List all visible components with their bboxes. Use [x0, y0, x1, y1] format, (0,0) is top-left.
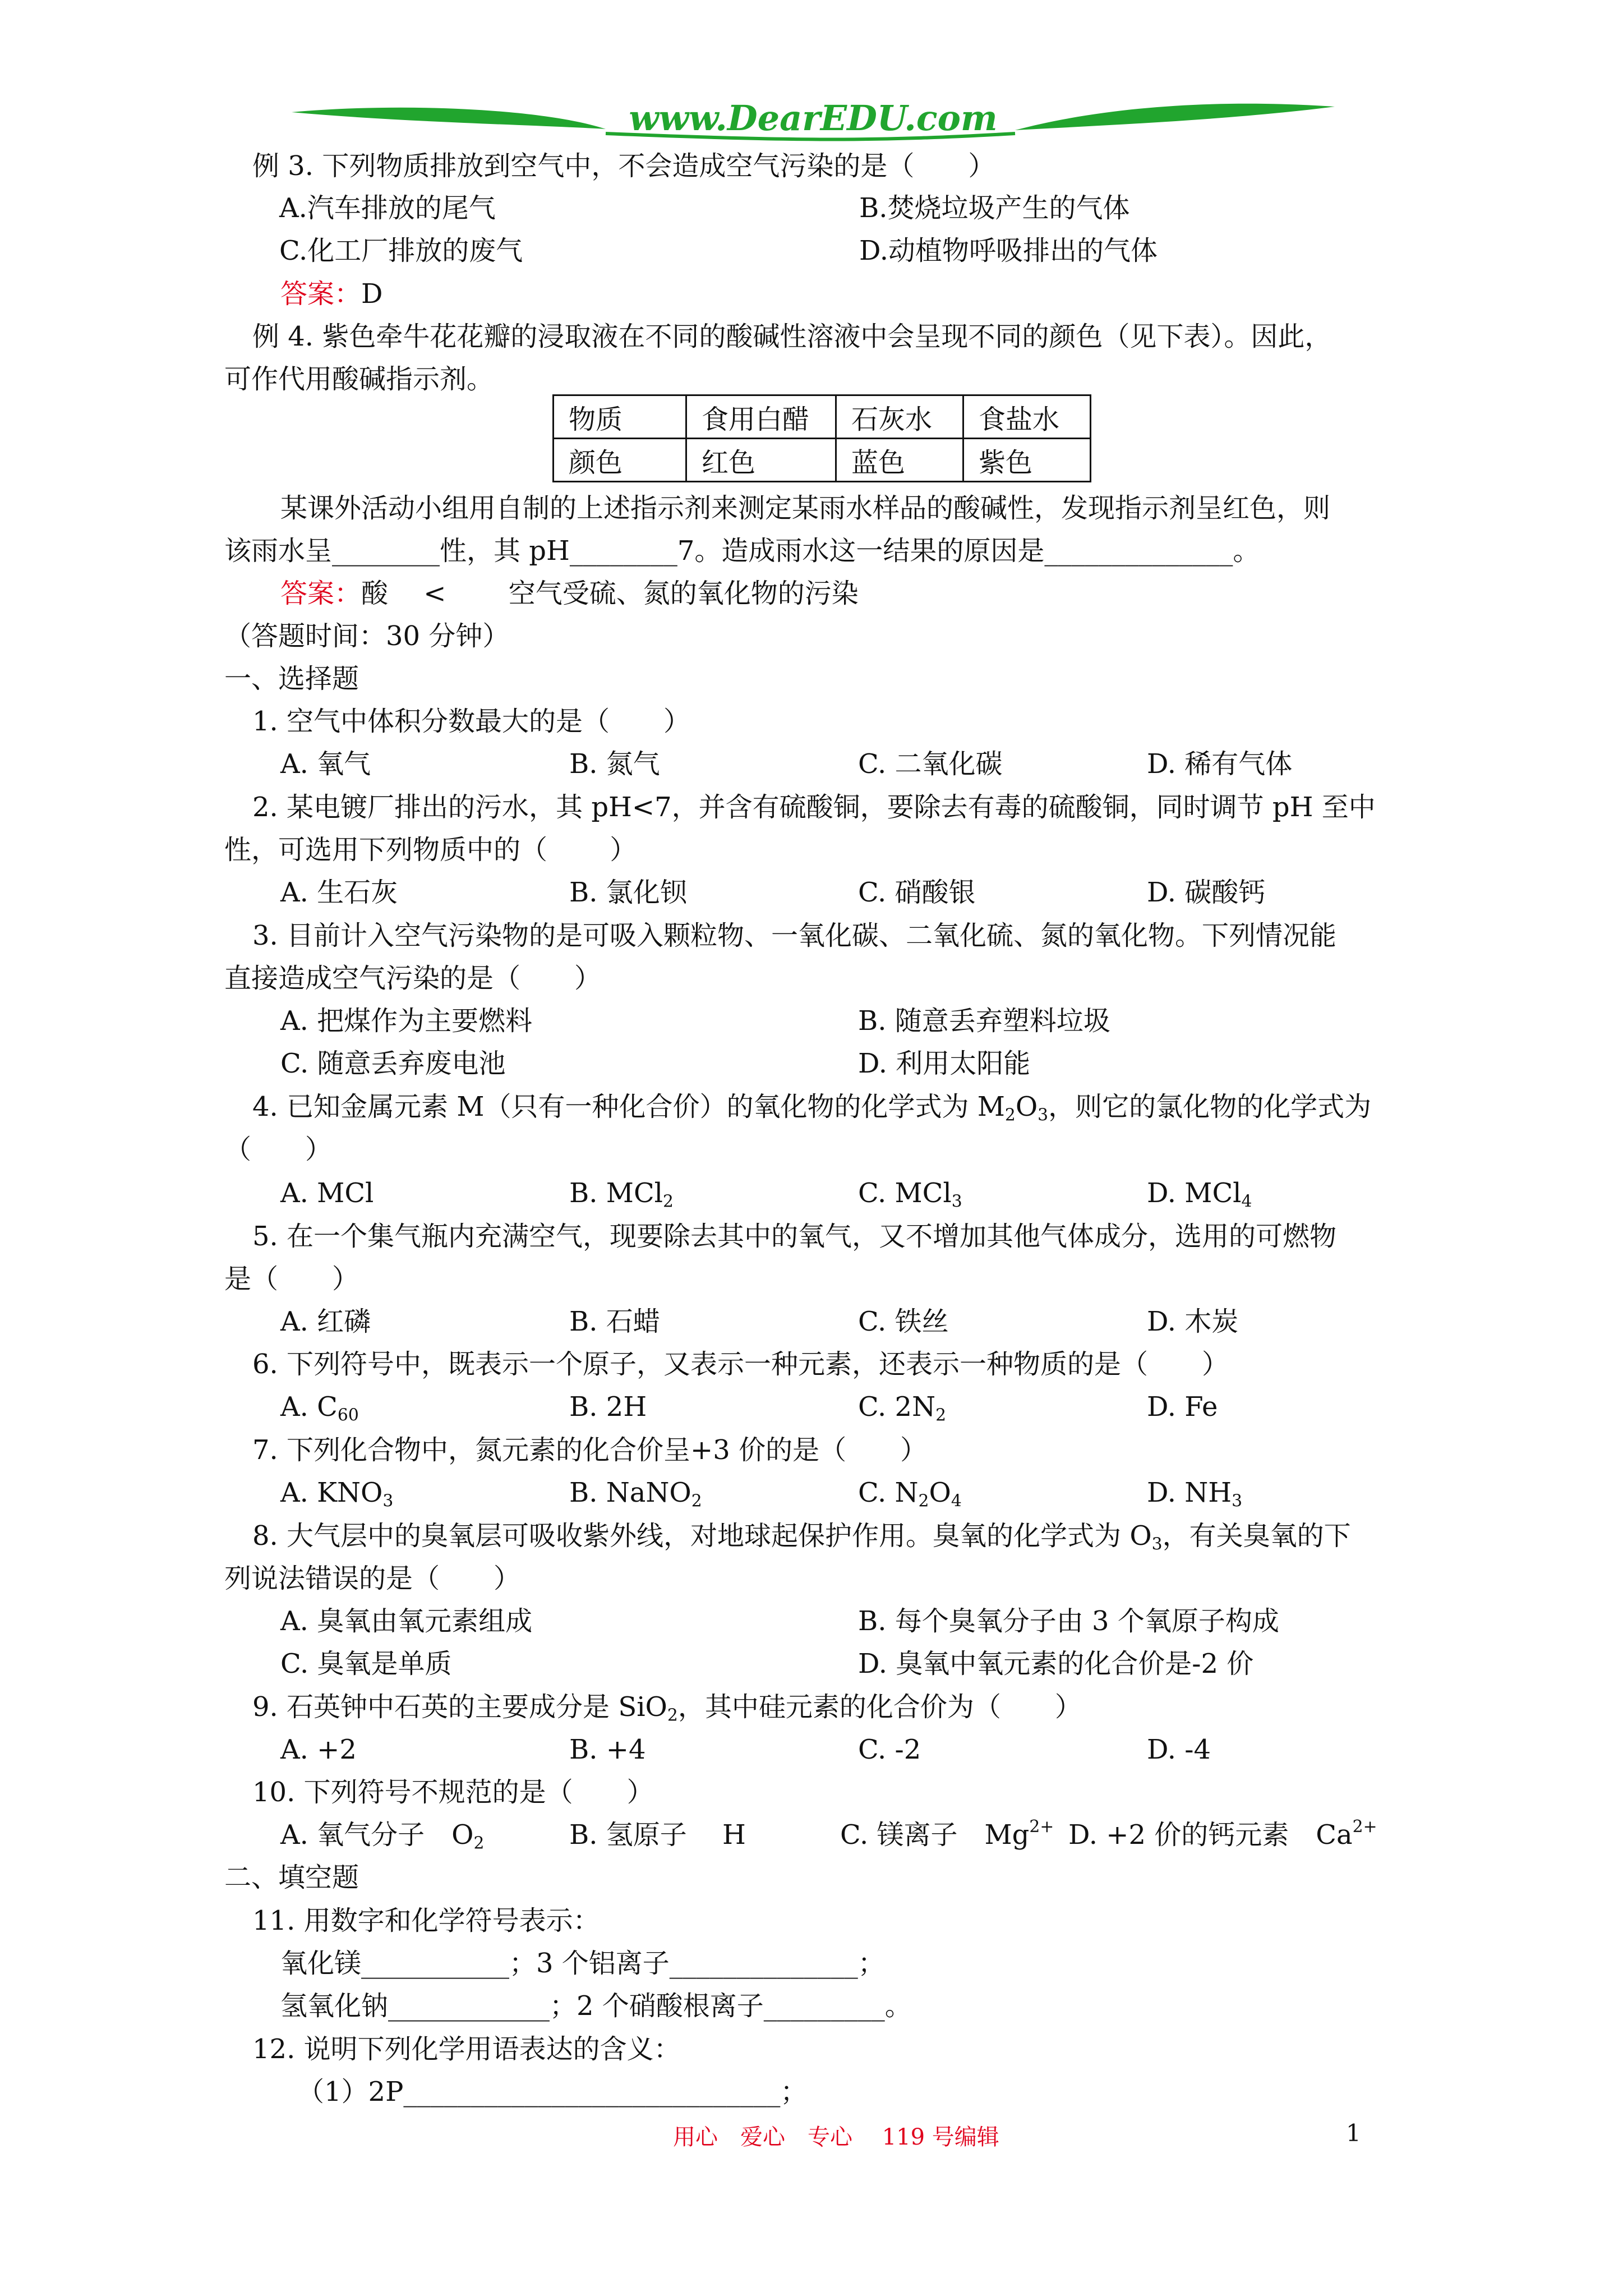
q5-stem-line1: 5. 在一个集气瓶内充满空气，现要除去其中的氧气，又不增加其他气体成分，选用的可燃物 — [252, 1221, 1337, 1252]
table-cell: 紫色 — [963, 439, 1091, 482]
q2-option-c: C. 硝酸银 — [858, 877, 976, 908]
q6-stem: 6. 下列符号中，既表示一个原子，又表示一种元素，还表示一种物质的是（ ） — [252, 1349, 1229, 1380]
q6-option-c — [858, 1391, 947, 1425]
ex3-option-c: C.化工厂排放的废气 — [279, 235, 523, 266]
q10-option-a-sub: 2 — [473, 1833, 485, 1853]
q2-option-d: D. 碳酸钙 — [1147, 877, 1266, 908]
q3-option-a: A. 把煤作为主要燃料 — [280, 1005, 533, 1037]
ex4-answer — [280, 580, 859, 607]
q8-stem-sub: 3 — [1151, 1534, 1163, 1554]
q1-option-d: D. 稀有气体 — [1147, 748, 1293, 780]
q4-option-c-sub: 3 — [951, 1191, 962, 1212]
logo-text: www.DearEDU.com — [629, 98, 998, 139]
q4-stem-sub1: 2 — [1004, 1105, 1016, 1125]
q5-stem-line2: 是（ ） — [224, 1263, 359, 1295]
q1-option-a: A. 氧气 — [280, 748, 371, 780]
q4-option-b — [569, 1177, 674, 1212]
q12-stem: 12. 说明下列化学用语表达的含义： — [252, 2033, 681, 2065]
table-cell: 食用白醋 — [686, 395, 836, 439]
q3-stem-line1: 3. 目前计入空气污染物的是可吸入颗粒物、一氧化碳、二氧化硫、氮的氧化物。下列情况能 — [252, 920, 1337, 951]
q4-stem-line2: （ ） — [224, 1134, 333, 1165]
ex4-paragraph-line1: 某课外活动小组用自制的上述指示剂来测定某雨水样品的酸碱性，发现指示剂呈红色，则 — [280, 493, 1331, 524]
q1-stem: 1. 空气中体积分数最大的是（ ） — [252, 706, 691, 737]
ex3-option-d: D.动植物呼吸排出的气体 — [859, 235, 1158, 266]
q10-option-c-text: C. 镁离子 Mg — [840, 1819, 1030, 1851]
q7-option-b-text: B. NaNO — [569, 1477, 691, 1508]
q6-option-c-sub: 2 — [935, 1405, 947, 1425]
ex4-paragraph-line2: 该雨水呈________性，其 pH________7。造成雨水这一结果的原因是______________。 — [224, 535, 1260, 567]
q7-option-d-text: D. NH — [1147, 1477, 1232, 1508]
q8-stem-pre: 8. 大气层中的臭氧层可吸收紫外线，对地球起保护作用。臭氧的化学式为 O — [252, 1520, 1152, 1552]
table-cell: 红色 — [686, 439, 836, 482]
q8-stem-line2: 列说法错误的是（ ） — [224, 1563, 521, 1594]
q4-stem-line1 — [252, 1091, 1372, 1125]
header-logo — [292, 90, 1335, 157]
q3-option-b: B. 随意丢弃塑料垃圾 — [858, 1005, 1110, 1037]
q5-option-a: A. 红磷 — [280, 1306, 371, 1337]
q7-option-b — [569, 1477, 702, 1511]
ex3-stem: 例 3. 下列物质排放到空气中，不会造成空气污染的是（ ） — [252, 150, 995, 182]
q4-stem-pre: 4. 已知金属元素 M（只有一种化合价）的氧化物的化学式为 M — [252, 1091, 1005, 1122]
q3-stem-line2: 直接造成空气污染的是（ ） — [224, 963, 602, 994]
q7-option-c-sub2: 4 — [951, 1491, 962, 1511]
q4-stem-mid: O — [1015, 1091, 1038, 1122]
q2-option-b: B. 氯化钡 — [569, 877, 687, 908]
q9-option-d: D. -4 — [1147, 1734, 1211, 1765]
answer-label: 答案： — [280, 578, 362, 609]
q6-option-d: D. Fe — [1147, 1391, 1218, 1423]
answer-value: 酸 < 空气受硫、氮的氧化物的污染 — [361, 578, 859, 609]
q9-stem-pre: 9. 石英钟中石英的主要成分是 SiO — [252, 1691, 667, 1723]
q2-stem-line1: 2. 某电镀厂排出的污水，其 pH<7，并含有硫酸铜，要除去有毒的硫酸铜，同时调节 pH 至中 — [252, 792, 1376, 823]
q4-stem-post: ，则它的氯化物的化学式为 — [1048, 1091, 1372, 1122]
q9-stem-post: ，其中硅元素的化合价为（ ） — [677, 1691, 1082, 1723]
ex3-option-a: A.汽车排放的尾气 — [279, 192, 496, 224]
q10-option-d-text: D. +2 价的钙元素 Ca — [1068, 1819, 1353, 1851]
q7-option-a-sub: 3 — [382, 1491, 394, 1511]
answer-value: D — [361, 278, 383, 310]
q6-option-b: B. 2H — [569, 1391, 647, 1423]
q7-option-c-sub1: 2 — [918, 1491, 929, 1511]
ex3-answer — [280, 278, 383, 310]
q10-option-c-sup: 2+ — [1029, 1817, 1054, 1837]
q6-option-a — [280, 1391, 359, 1425]
q7-option-c — [858, 1477, 962, 1511]
q4-stem-sub2: 3 — [1038, 1105, 1049, 1125]
table-row — [554, 439, 1091, 482]
q4-option-d-sub: 4 — [1241, 1191, 1252, 1212]
q7-option-a-text: A. KNO — [280, 1477, 383, 1508]
q8-stem-line1 — [252, 1520, 1351, 1554]
q1-option-c: C. 二氧化碳 — [858, 748, 1003, 780]
logo-swoosh-left — [292, 108, 606, 129]
q11-line2: 氢氧化钠____________；2 个硝酸根离子_________。 — [280, 1990, 912, 2022]
q11-line1: 氧化镁___________；3 个铝离子______________； — [280, 1948, 885, 1979]
q8-option-c: C. 臭氧是单质 — [280, 1648, 452, 1680]
q10-option-a-text: A. 氧气分子 O — [280, 1819, 474, 1851]
q10-option-b: B. 氢原子 H — [569, 1819, 746, 1851]
q4-option-c-text: C. MCl — [858, 1177, 952, 1209]
q9-option-c: C. -2 — [858, 1734, 921, 1765]
q9-stem-sub: 2 — [667, 1705, 678, 1726]
q5-option-b: B. 石蜡 — [569, 1306, 660, 1337]
q7-option-d-sub: 3 — [1232, 1491, 1243, 1511]
table-cell: 蓝色 — [836, 439, 963, 482]
q4-option-b-text: B. MCl — [569, 1177, 663, 1209]
q5-option-d: D. 木炭 — [1147, 1306, 1239, 1337]
q10-option-d-sup: 2+ — [1352, 1817, 1377, 1837]
q6-option-a-text: A. C — [280, 1391, 338, 1423]
q5-option-c: C. 铁丝 — [858, 1306, 949, 1337]
footer-text: 用心 爱心 专心 119 号编辑 — [673, 2124, 999, 2150]
logo-swoosh-right — [1015, 104, 1335, 130]
q7-stem: 7. 下列化合物中，氮元素的化合价呈+3 价的是（ ） — [252, 1434, 928, 1466]
q8-option-b: B. 每个臭氧分子由 3 个氧原子构成 — [858, 1605, 1279, 1637]
q10-option-d — [1068, 1817, 1377, 1851]
q1-option-b: B. 氮气 — [569, 748, 660, 780]
q10-option-c — [840, 1817, 1054, 1851]
answer-label: 答案： — [280, 278, 362, 310]
q7-option-c-text: C. N — [858, 1477, 919, 1508]
q2-option-a: A. 生石灰 — [280, 877, 398, 908]
q7-option-b-sub: 2 — [691, 1491, 702, 1511]
q9-stem — [252, 1691, 1082, 1726]
q3-option-c: C. 随意丢弃废电池 — [280, 1048, 506, 1079]
indicator-color-table — [552, 394, 1091, 482]
page-number: 1 — [1346, 2119, 1361, 2147]
q6-option-c-text: C. 2N — [858, 1391, 936, 1423]
q7-option-c-text2: O — [929, 1477, 951, 1508]
table-cell: 物质 — [554, 395, 686, 439]
ex4-stem-line2: 可作代用酸碱指示剂。 — [224, 364, 494, 395]
ex3-option-b: B.焚烧垃圾产生的气体 — [859, 192, 1130, 224]
q9-option-b: B. +4 — [569, 1734, 646, 1765]
q6-option-a-sub: 60 — [337, 1405, 359, 1425]
table-row — [554, 395, 1091, 439]
q10-stem: 10. 下列符号不规范的是（ ） — [252, 1777, 654, 1808]
q10-option-a — [280, 1819, 485, 1853]
q8-stem-post: ，有关臭氧的下 — [1162, 1520, 1351, 1552]
q11-stem: 11. 用数字和化学符号表示： — [252, 1905, 600, 1936]
q7-option-d — [1147, 1477, 1243, 1511]
q4-option-a: A. MCl — [280, 1177, 374, 1209]
q4-option-d — [1147, 1177, 1252, 1212]
q4-option-b-sub: 2 — [663, 1191, 674, 1212]
q12-line1: （1）2P____________________________； — [297, 2076, 808, 2108]
table-cell: 石灰水 — [836, 395, 963, 439]
table-cell: 颜色 — [554, 439, 686, 482]
q2-stem-line2: 性，可选用下列物质中的（ ） — [224, 834, 637, 866]
q4-option-d-text: D. MCl — [1147, 1177, 1242, 1209]
section-heading-fill: 二、填空题 — [224, 1862, 359, 1893]
q7-option-a — [280, 1477, 394, 1511]
ex4-stem-line1: 例 4. 紫色牵牛花花瓣的浸取液在不同的酸碱性溶液中会呈现不同的颜色（见下表）。因此， — [252, 321, 1332, 352]
q8-option-d: D. 臭氧中氧元素的化合价是-2 价 — [858, 1648, 1254, 1680]
q4-option-c — [858, 1177, 962, 1212]
q8-option-a: A. 臭氧由氧元素组成 — [280, 1605, 533, 1637]
table-cell: 食盐水 — [963, 395, 1091, 439]
q9-option-a: A. +2 — [280, 1734, 357, 1765]
time-note: （答题时间：30 分钟） — [224, 620, 510, 652]
section-heading-choice: 一、选择题 — [224, 663, 359, 694]
q3-option-d: D. 利用太阳能 — [858, 1048, 1031, 1079]
